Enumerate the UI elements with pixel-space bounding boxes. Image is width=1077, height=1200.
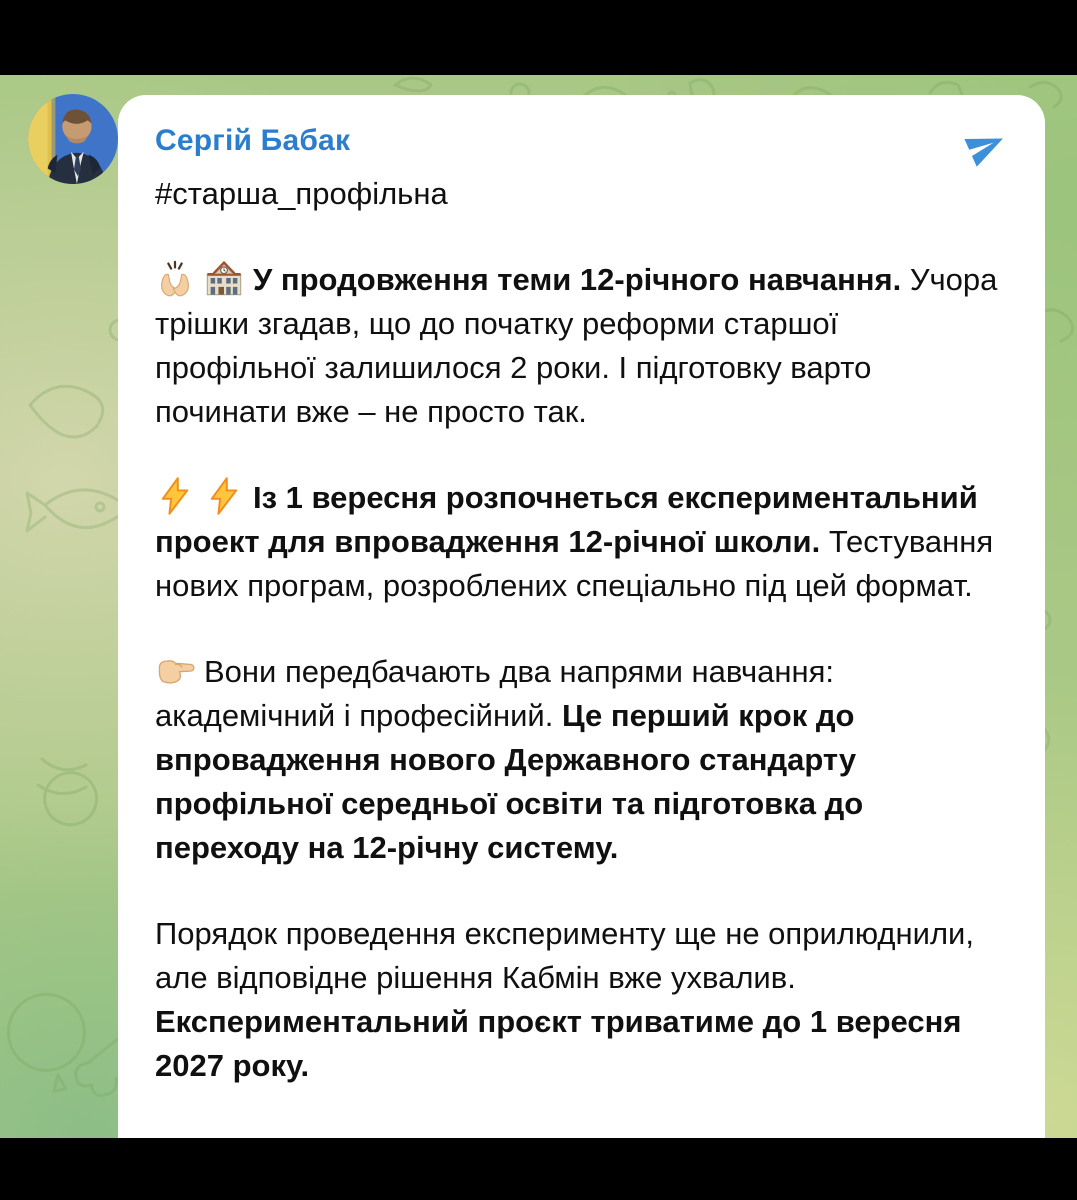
message-text-segment: У продовження теми 12-річного навчання. xyxy=(253,262,902,297)
message-text-segment: Експериментальний проєкт триватиме до 1 вересня 2027 року. xyxy=(155,1004,962,1083)
message-text-segment: Вони передбачають два напрями навчання: академічний і професійний. xyxy=(155,654,835,733)
message-text-segment: Це перший крок до впровадження нового Державного стандарту профільної середньої освіти та підготовка до переходу на 12-річну систему. xyxy=(155,698,864,865)
sender-avatar[interactable] xyxy=(28,94,118,184)
message-text-segment: Порядок проведення експерименту ще не оприлюднили, але відповідне рішення Кабмін вже ухвалив. xyxy=(155,916,974,995)
message-text-segment: Із 1 вересня розпочнеться експериментальний проект для впровадження 12-річної школи. xyxy=(155,480,978,559)
message-paragraph xyxy=(155,476,1001,608)
school-emoji-icon xyxy=(204,258,244,298)
paper-plane-icon[interactable] xyxy=(959,119,1013,173)
message-paragraph xyxy=(155,650,1001,870)
point-right-emoji-icon xyxy=(155,650,195,690)
zap-emoji-icon xyxy=(155,476,195,516)
message-text-segment: Тестування нових програм, розроблених спеціально під цей формат. xyxy=(155,524,994,603)
zap-emoji-icon xyxy=(204,476,244,516)
letterbox-top xyxy=(0,0,1077,75)
message-bubble xyxy=(118,95,1045,1138)
message-body xyxy=(155,172,1001,1088)
raising-hands-emoji-icon xyxy=(155,258,195,298)
letterbox-bottom xyxy=(0,1138,1077,1200)
message-paragraph xyxy=(155,912,1001,1088)
sender-name[interactable]: Сергій Бабак xyxy=(155,124,351,157)
hashtag-link[interactable]: #старша_профільна xyxy=(155,176,448,211)
message-paragraph xyxy=(155,258,1001,434)
message-text-segment: Учора трішки згадав, що до початку реформи старшої профільної залишилося 2 роки. І підготовку варто починати вже – не просто так. xyxy=(155,262,998,429)
